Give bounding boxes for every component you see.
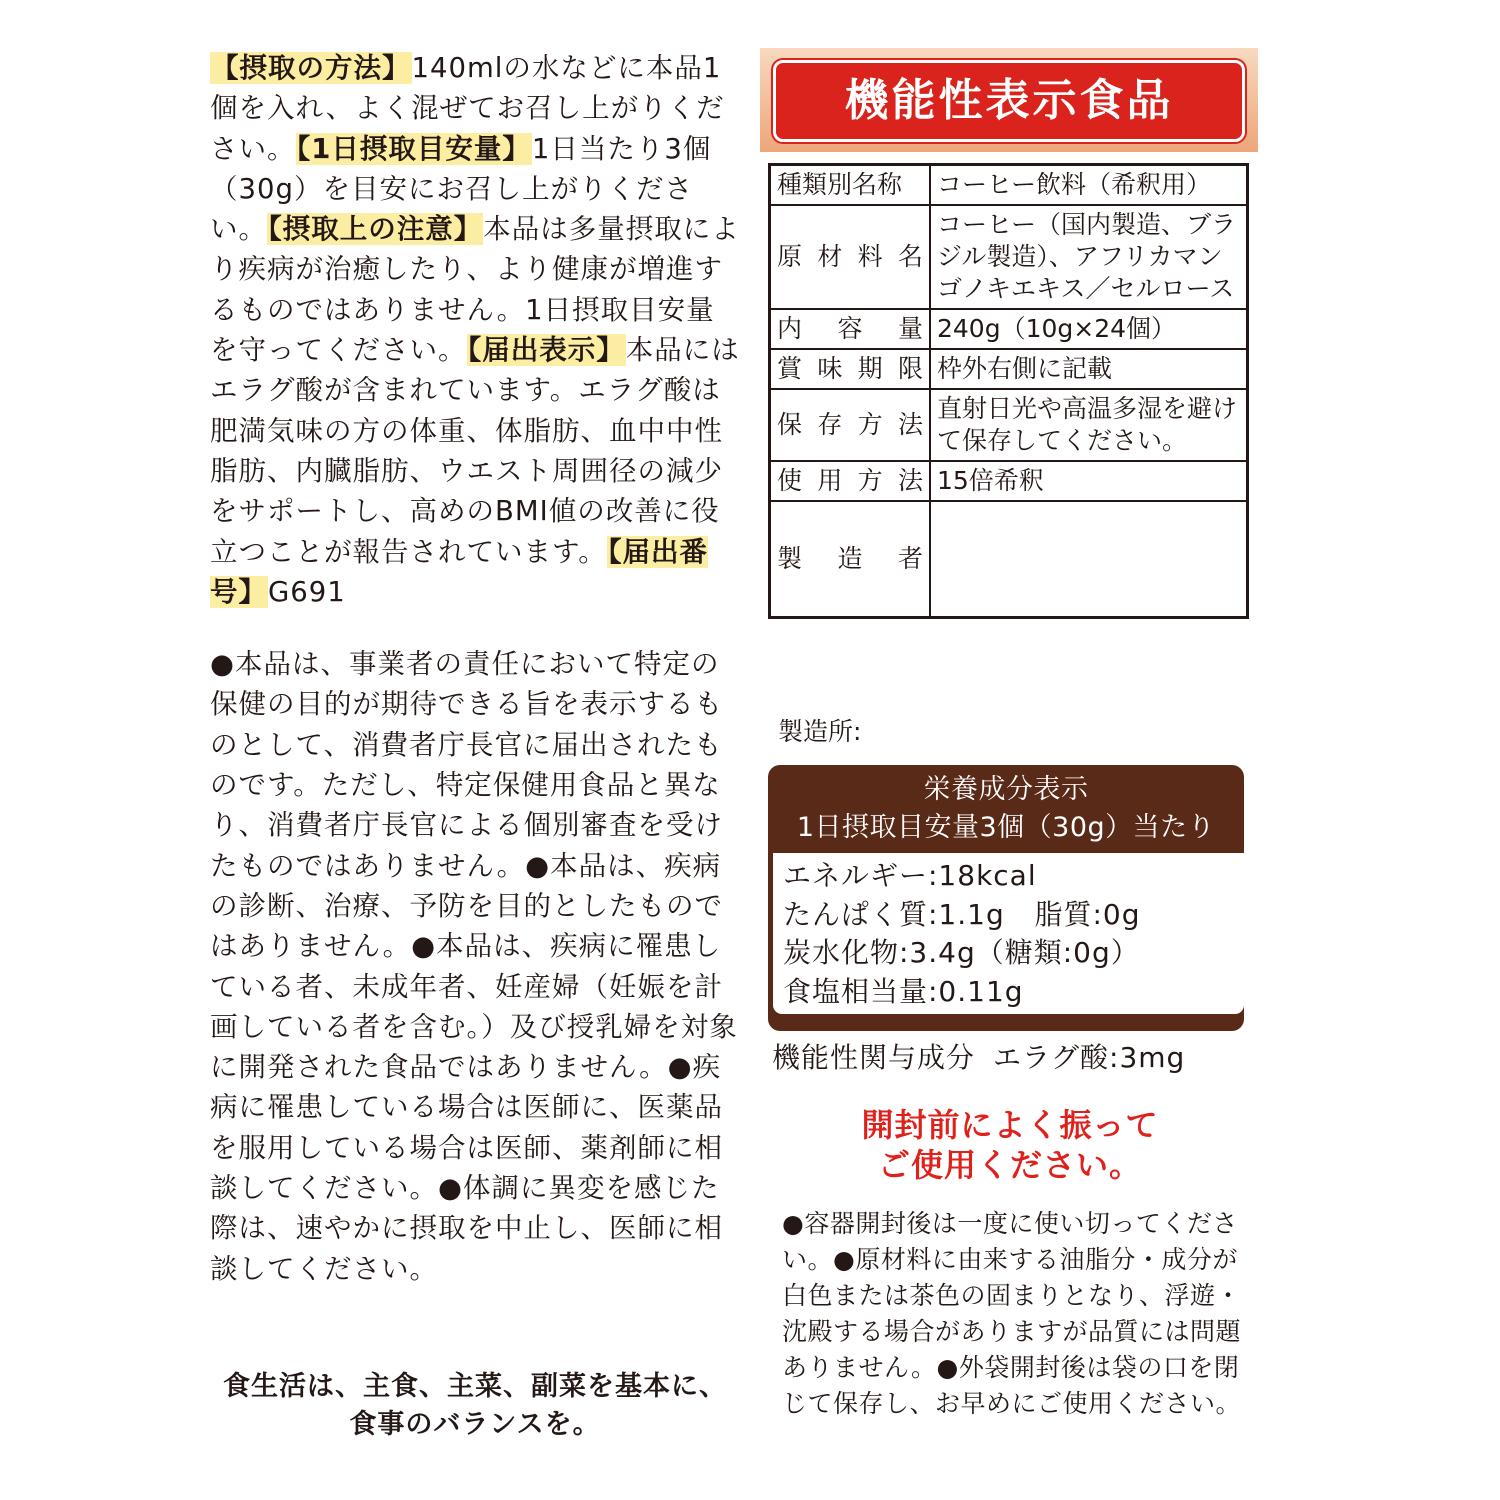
table-row	[770, 461, 1248, 501]
table-row	[770, 165, 1248, 206]
heading-daily-amount: 【1日摂取目安量】	[296, 132, 531, 165]
spec-key: 賞味期限	[770, 349, 931, 389]
spec-key: 使用方法	[770, 461, 931, 501]
intake-paragraph	[210, 48, 740, 612]
heading-notification-number: 【届出番号】	[210, 535, 709, 608]
nutrition-values	[773, 853, 1244, 1014]
nutrition-subtitle: 1日摂取目安量3個（30g）当たり	[796, 812, 1216, 843]
spec-value	[930, 501, 1248, 617]
spec-value: コーヒー飲料（希釈用）	[930, 165, 1248, 206]
table-row	[770, 501, 1248, 617]
shake-before-opening-notice	[780, 1105, 1240, 1185]
spec-key: 原材料名	[770, 205, 931, 309]
intake-method-text: 140mlの水などに本品1個を入れ、よく混ぜてお召し上がりください。	[210, 52, 725, 165]
nutrition-title: 栄養成分表示	[923, 774, 1089, 805]
spec-key: 種類別名称	[770, 165, 931, 206]
spec-key: 保存方法	[770, 389, 931, 461]
nutrition-salt: 食塩相当量:0.11g	[783, 974, 1024, 1008]
table-row	[770, 205, 1248, 309]
slogan-line-2: 食事のバランスを。	[349, 1409, 601, 1440]
factory-label: 製造所:	[778, 717, 862, 746]
spec-key: 製造者	[770, 501, 931, 617]
daily-amount-text: 1日当たり3個（30g）を目安にお召し上がりください。	[210, 132, 712, 246]
functional-ingredient	[772, 1036, 1203, 1076]
foods-with-function-claims-banner	[760, 48, 1258, 152]
slogan-line-1: 食生活は、主食、主菜、副菜を基本に、	[223, 1371, 727, 1402]
shake-line-2: ご使用ください。	[877, 1146, 1142, 1184]
nutrition-facts-box	[768, 765, 1244, 1031]
shake-line-1: 開封前によく振って	[861, 1106, 1159, 1144]
nutrition-fat: 脂質:0g	[1034, 897, 1141, 931]
spec-key: 内容量	[770, 309, 931, 349]
nutrition-header	[768, 765, 1244, 847]
nutrition-energy: エネルギー:18kcal	[783, 859, 1037, 892]
functional-label: 機能性関与成分	[772, 1041, 976, 1074]
spec-value: 15倍希釈	[930, 461, 1248, 501]
spec-value: 直射日光や高温多湿を避けて保存してください。	[930, 389, 1248, 461]
heading-caution: 【摂取上の注意】	[268, 213, 483, 246]
banner-title: 機能性表示食品	[773, 60, 1245, 142]
spec-value: コーヒー（国内製造、ブラジル製造）、アフリカマンゴノキエキス／セルロース	[930, 205, 1248, 309]
spec-value: 240g（10g×24個）	[930, 309, 1248, 349]
table-row	[770, 349, 1248, 389]
left-column	[210, 48, 740, 1289]
nutrition-protein: たんぱく質:1.1g	[783, 897, 1005, 931]
storage-notes	[782, 1206, 1244, 1422]
notification-number: G691	[268, 575, 346, 608]
storage-notes-text: ●容器開封後は一度に使い切ってください。●原材料に由来する油脂分・成分が白色または茶色の固まりとなり、浮遊・沈殿する場合がありますが品質には問題ありません。●外袋開封後は袋の口を閉じて保存し、お早めにご使用ください。	[782, 1209, 1242, 1418]
table-row	[770, 309, 1248, 349]
table-row	[770, 389, 1248, 461]
caution-text: 本品は多量摂取により疾病が治癒したり、より健康が増進するものではありません。1日摂取目安量を守ってください。	[210, 213, 740, 367]
diet-slogan	[210, 1368, 740, 1444]
disclaimer-paragraph: ●本品は、事業者の責任において特定の保健の目的が期待できる旨を表示するものとして、消費者庁長官に届出されたものです。ただし、特定保健用食品と異なり、消費者庁長官による個別審査を受けたものではありません。●本品は、疾病の診断、治療、予防を目的としたものではありません。●本品は、疾病に罹患している者、未成年者、妊産婦（妊娠を計画している者を含む。）及び授乳婦を対象に開発された食品ではありません。●疾病に罹患している場合は医師に、医薬品を服用している場合は医師、薬剤師に相談してください。●体調に異変を感じた際は、速やかに摂取を中止し、医師に相談してください。	[210, 648, 738, 1285]
heading-intake-method: 【摂取の方法】	[211, 52, 411, 84]
spec-value: 枠外右側に記載	[930, 349, 1248, 389]
notification-text: 本品にはエラグ酸が含まれています。エラグ酸は肥満気味の方の体重、体脂肪、血中中性脂肪、内臓脂肪、ウエスト周囲径の減少をサポートし、高めのBMI値の改善に役立つことが報告されています。	[210, 334, 740, 568]
product-spec-table	[768, 163, 1249, 619]
functional-value: エラグ酸:3mg	[993, 1041, 1186, 1074]
heading-notification: 【届出表示】	[467, 334, 625, 367]
nutrition-carbohydrate: 炭水化物:3.4g（糖類:0g）	[783, 936, 1140, 969]
